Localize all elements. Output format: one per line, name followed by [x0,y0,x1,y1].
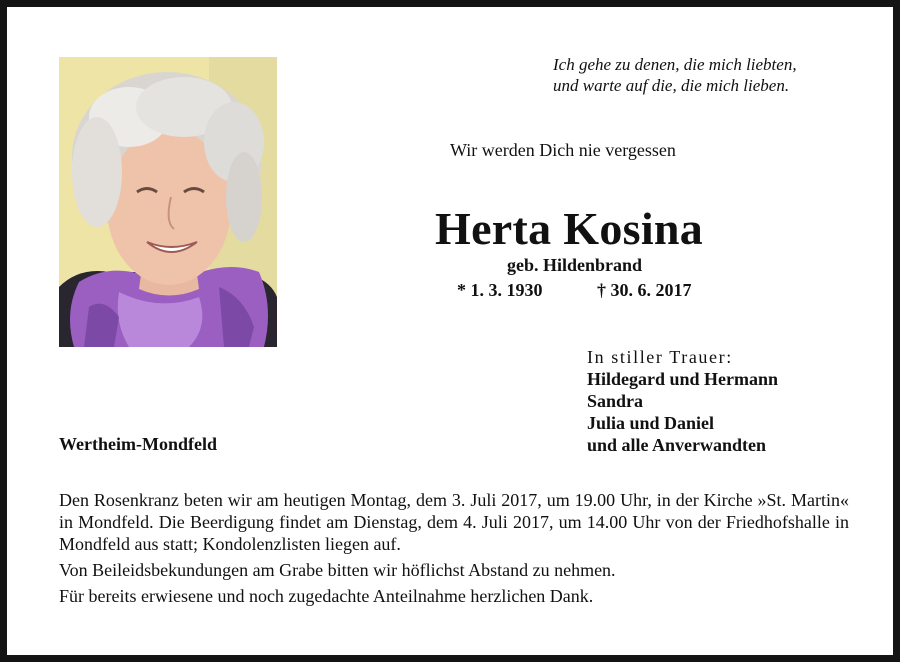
birth-date: * 1. 3. 1930 [457,280,543,300]
announcement-paragraph: Von Beileidsbekundungen am Grabe bitten wir höflichst Abstand zu nehmen. [59,560,616,580]
portrait-photo [59,57,277,347]
death-date: † 30. 6. 2017 [597,280,692,300]
announcement-paragraph: Den Rosenkranz beten wir am heutigen Montag, dem 3. Juli 2017, um 19.00 Uhr, in der Kirche »St. Martin« in Mondfeld. Die Beerdigung findet am Dienstag, dem 4. Juli 2017, um 14.00 Uhr von der Friedhofshalle in Mondfeld aus statt; Kondolenzlisten liegen auf. [59,490,849,554]
mourner-name: Julia und Daniel [587,413,715,433]
life-dates [457,280,692,301]
place-name: Wertheim-Mondfeld [59,434,217,454]
quote-line-2: und warte auf die, die mich lieben. [553,76,790,95]
mourner-name: Sandra [587,391,644,411]
announcement-text [59,489,849,611]
mourners-heading: In stiller Trauer: [587,347,733,367]
birth-name: geb. Hildenbrand [507,255,643,275]
epitaph-quote [553,54,873,96]
mourner-name: und alle Anverwandten [587,435,767,455]
announcement-paragraph: Für bereits erwiesene und noch zugedachte Anteilnahme herzlichen Dank. [59,586,594,606]
quote-line-1: Ich gehe zu denen, die mich liebten, [553,55,797,74]
mourners-block [587,346,778,456]
deceased-name: Herta Kosina [435,203,704,254]
mourner-name: Hildegard und Hermann [587,369,779,389]
intro-line: Wir werden Dich nie vergessen [450,140,676,160]
